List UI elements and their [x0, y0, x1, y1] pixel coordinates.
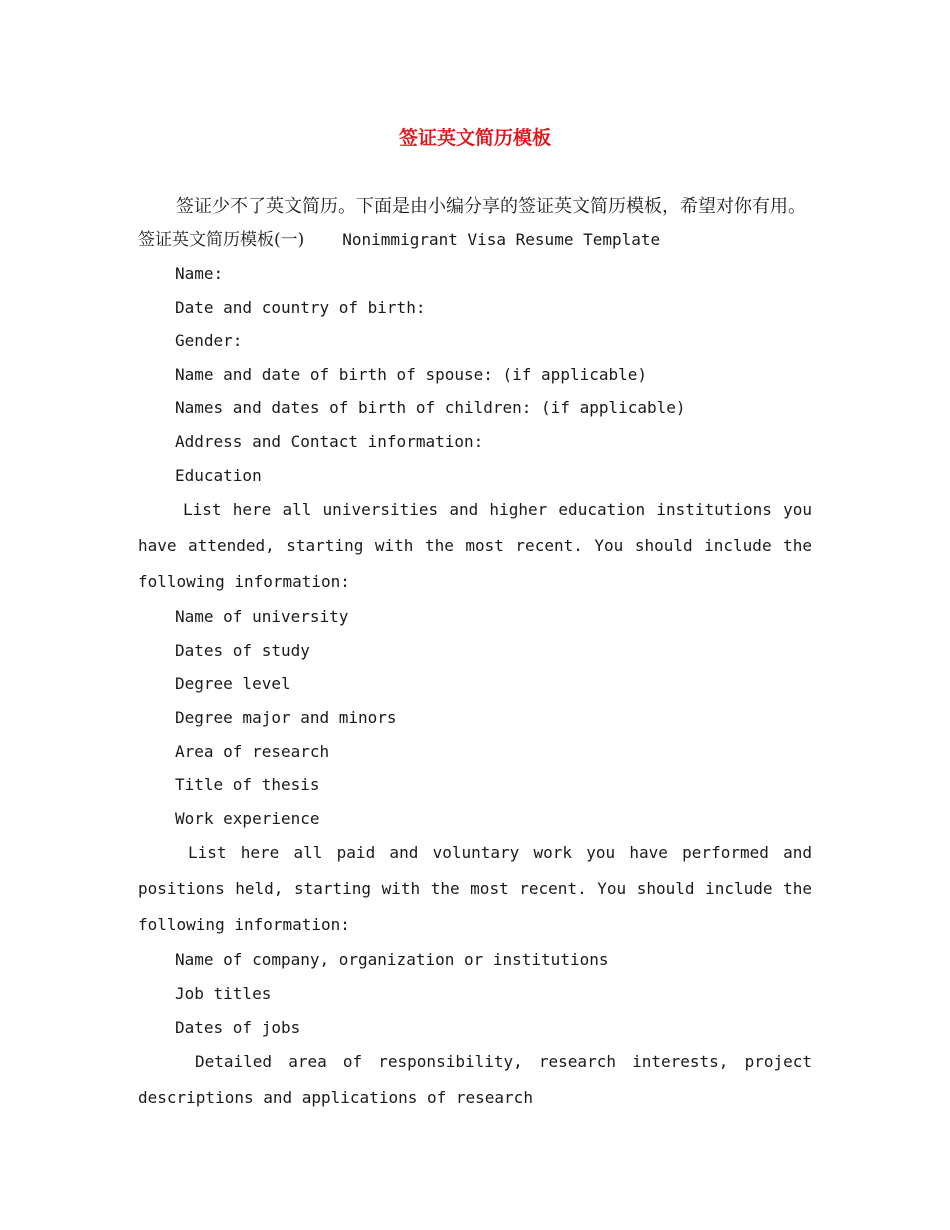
document-body	[138, 190, 812, 1116]
work-item: Dates of jobs	[175, 1017, 301, 1037]
education-paragraph-text: List here all universities and higher education institutions you have attended, starting with the most recent. You should include the following information:	[138, 500, 812, 592]
field-name: Name:	[175, 264, 224, 283]
details-paragraph-text: Detailed area of responsibility, research interests, project descriptions and applications of research	[138, 1052, 812, 1108]
education-paragraph	[138, 492, 812, 600]
section-heading-zh: 签证英文简历模板(一)	[138, 230, 305, 250]
section-heading-en: Nonimmigrant Visa Resume Template	[342, 230, 661, 249]
education-item: Dates of study	[175, 640, 310, 660]
education-item: Name of university	[175, 607, 349, 627]
field-address: Address and Contact information:	[175, 431, 484, 451]
work-paragraph	[138, 835, 812, 943]
work-item: Name of company, organization or institutions	[175, 950, 609, 970]
education-item: Degree level	[175, 674, 291, 694]
intro-paragraph: 签证少不了英文简历。下面是由小编分享的签证英文简历模板，希望对你有用。	[176, 196, 806, 217]
work-item: Job titles	[175, 983, 272, 1003]
education-item: Title of thesis	[175, 775, 320, 795]
field-children: Names and dates of birth of children: (if applicable)	[175, 398, 686, 418]
work-paragraph-text: List here all paid and voluntary work you have performed and positions held, starting with the most recent. You should include the following information:	[138, 843, 812, 935]
field-spouse: Name and date of birth of spouse: (if applicable)	[175, 364, 648, 384]
work-heading: Work experience	[175, 808, 320, 828]
field-gender: Gender:	[175, 331, 243, 351]
education-heading: Education	[175, 465, 262, 485]
field-birth: Date and country of birth:	[175, 297, 426, 317]
education-item: Area of research	[175, 741, 330, 761]
document-title: 签证英文简历模板	[398, 127, 551, 149]
section-heading	[138, 223, 812, 257]
education-item: Degree major and minors	[175, 707, 397, 727]
details-paragraph	[138, 1044, 812, 1116]
